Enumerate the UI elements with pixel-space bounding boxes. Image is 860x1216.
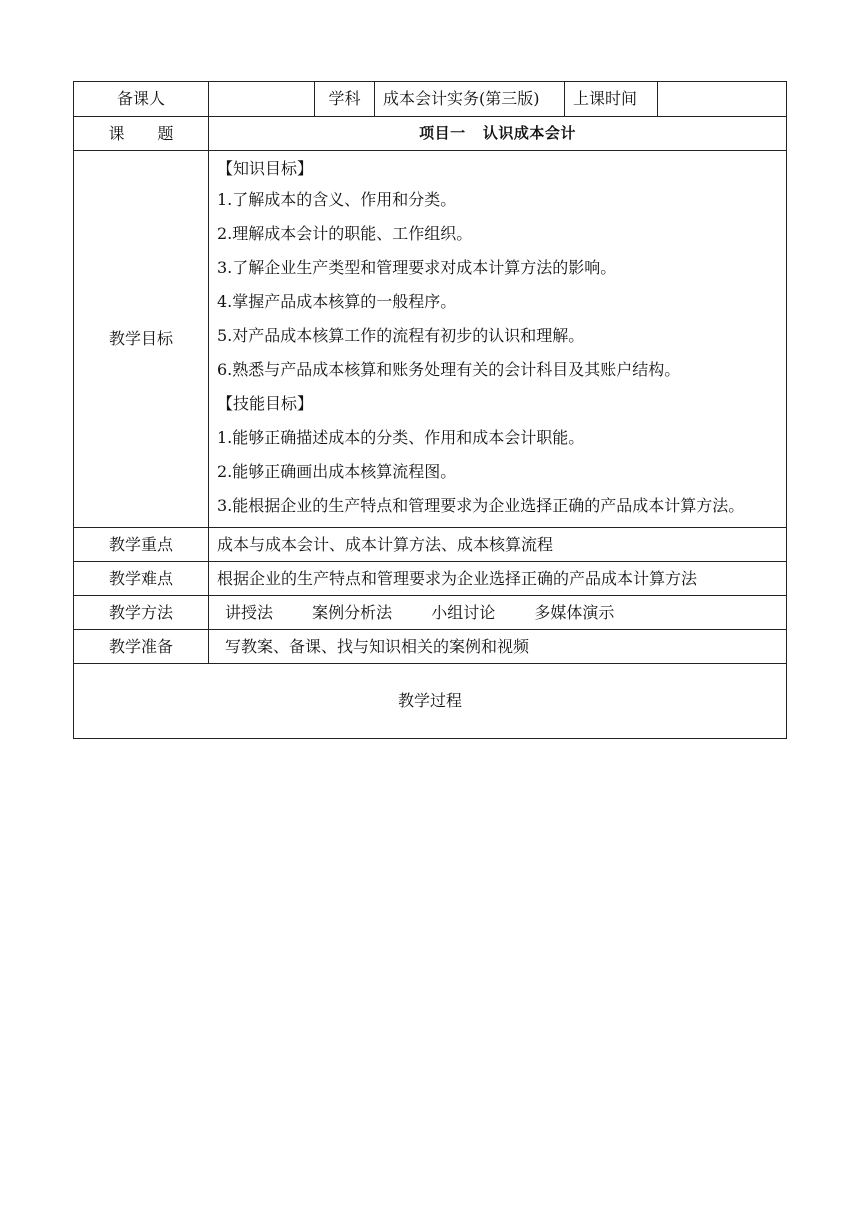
- header-row: [74, 82, 787, 117]
- topic-row: [74, 117, 787, 151]
- knowledge-item: 5.对产品成本核算工作的流程有初步的认识和理解。: [217, 326, 585, 345]
- method-item: 小组讨论: [431, 602, 496, 622]
- key-points-row: [74, 528, 787, 562]
- knowledge-item: 6.熟悉与产品成本核算和账务处理有关的会计科目及其账户结构。: [217, 360, 681, 379]
- methods-row: [74, 596, 787, 630]
- topic-label: 课 题: [74, 117, 209, 151]
- process-row: [74, 664, 787, 739]
- skill-item: 1.能够正确描述成本的分类、作用和成本会计职能。: [217, 428, 585, 447]
- objectives-row: [74, 151, 787, 528]
- difficulties-row: [74, 562, 787, 596]
- subject-value: 成本会计实务(第三版): [375, 82, 565, 117]
- knowledge-item: 3.了解企业生产类型和管理要求对成本计算方法的影响。: [217, 258, 617, 277]
- preparation-row: [74, 630, 787, 664]
- preparer-value: [209, 82, 315, 117]
- objectives-label: 教学目标: [74, 151, 209, 528]
- skill-item: 2.能够正确画出成本核算流程图。: [217, 462, 457, 481]
- class-time-label: 上课时间: [565, 82, 658, 117]
- key-points-value: 成本与成本会计、成本计算方法、成本核算流程: [209, 528, 787, 562]
- method-item: 案例分析法: [312, 602, 393, 622]
- knowledge-item: 2.理解成本会计的职能、工作组织。: [217, 224, 473, 243]
- lesson-plan-table: [73, 81, 787, 739]
- method-item: 多媒体演示: [534, 602, 615, 622]
- process-heading: 教学过程: [74, 664, 787, 739]
- class-time-value: [658, 82, 787, 117]
- objectives-content: [209, 151, 787, 528]
- preparer-label: 备课人: [74, 82, 209, 117]
- methods-label: 教学方法: [74, 596, 209, 630]
- preparation-label: 教学准备: [74, 630, 209, 664]
- method-item: 讲授法: [225, 602, 274, 622]
- skill-item: 3.能根据企业的生产特点和管理要求为企业选择正确的产品成本计算方法。: [217, 496, 745, 515]
- methods-list: [209, 596, 787, 630]
- difficulties-value: 根据企业的生产特点和管理要求为企业选择正确的产品成本计算方法: [209, 562, 787, 596]
- knowledge-item: 1.了解成本的含义、作用和分类。: [217, 190, 457, 209]
- knowledge-heading: 【知识目标】: [217, 159, 314, 178]
- difficulties-label: 教学难点: [74, 562, 209, 596]
- subject-label: 学科: [315, 82, 375, 117]
- knowledge-item: 4.掌握产品成本核算的一般程序。: [217, 292, 457, 311]
- preparation-value: 写教案、备课、找与知识相关的案例和视频: [209, 630, 787, 664]
- skill-heading: 【技能目标】: [217, 394, 314, 413]
- lesson-plan-page: [73, 81, 786, 739]
- key-points-label: 教学重点: [74, 528, 209, 562]
- topic-value: 项目一 认识成本会计: [209, 117, 787, 151]
